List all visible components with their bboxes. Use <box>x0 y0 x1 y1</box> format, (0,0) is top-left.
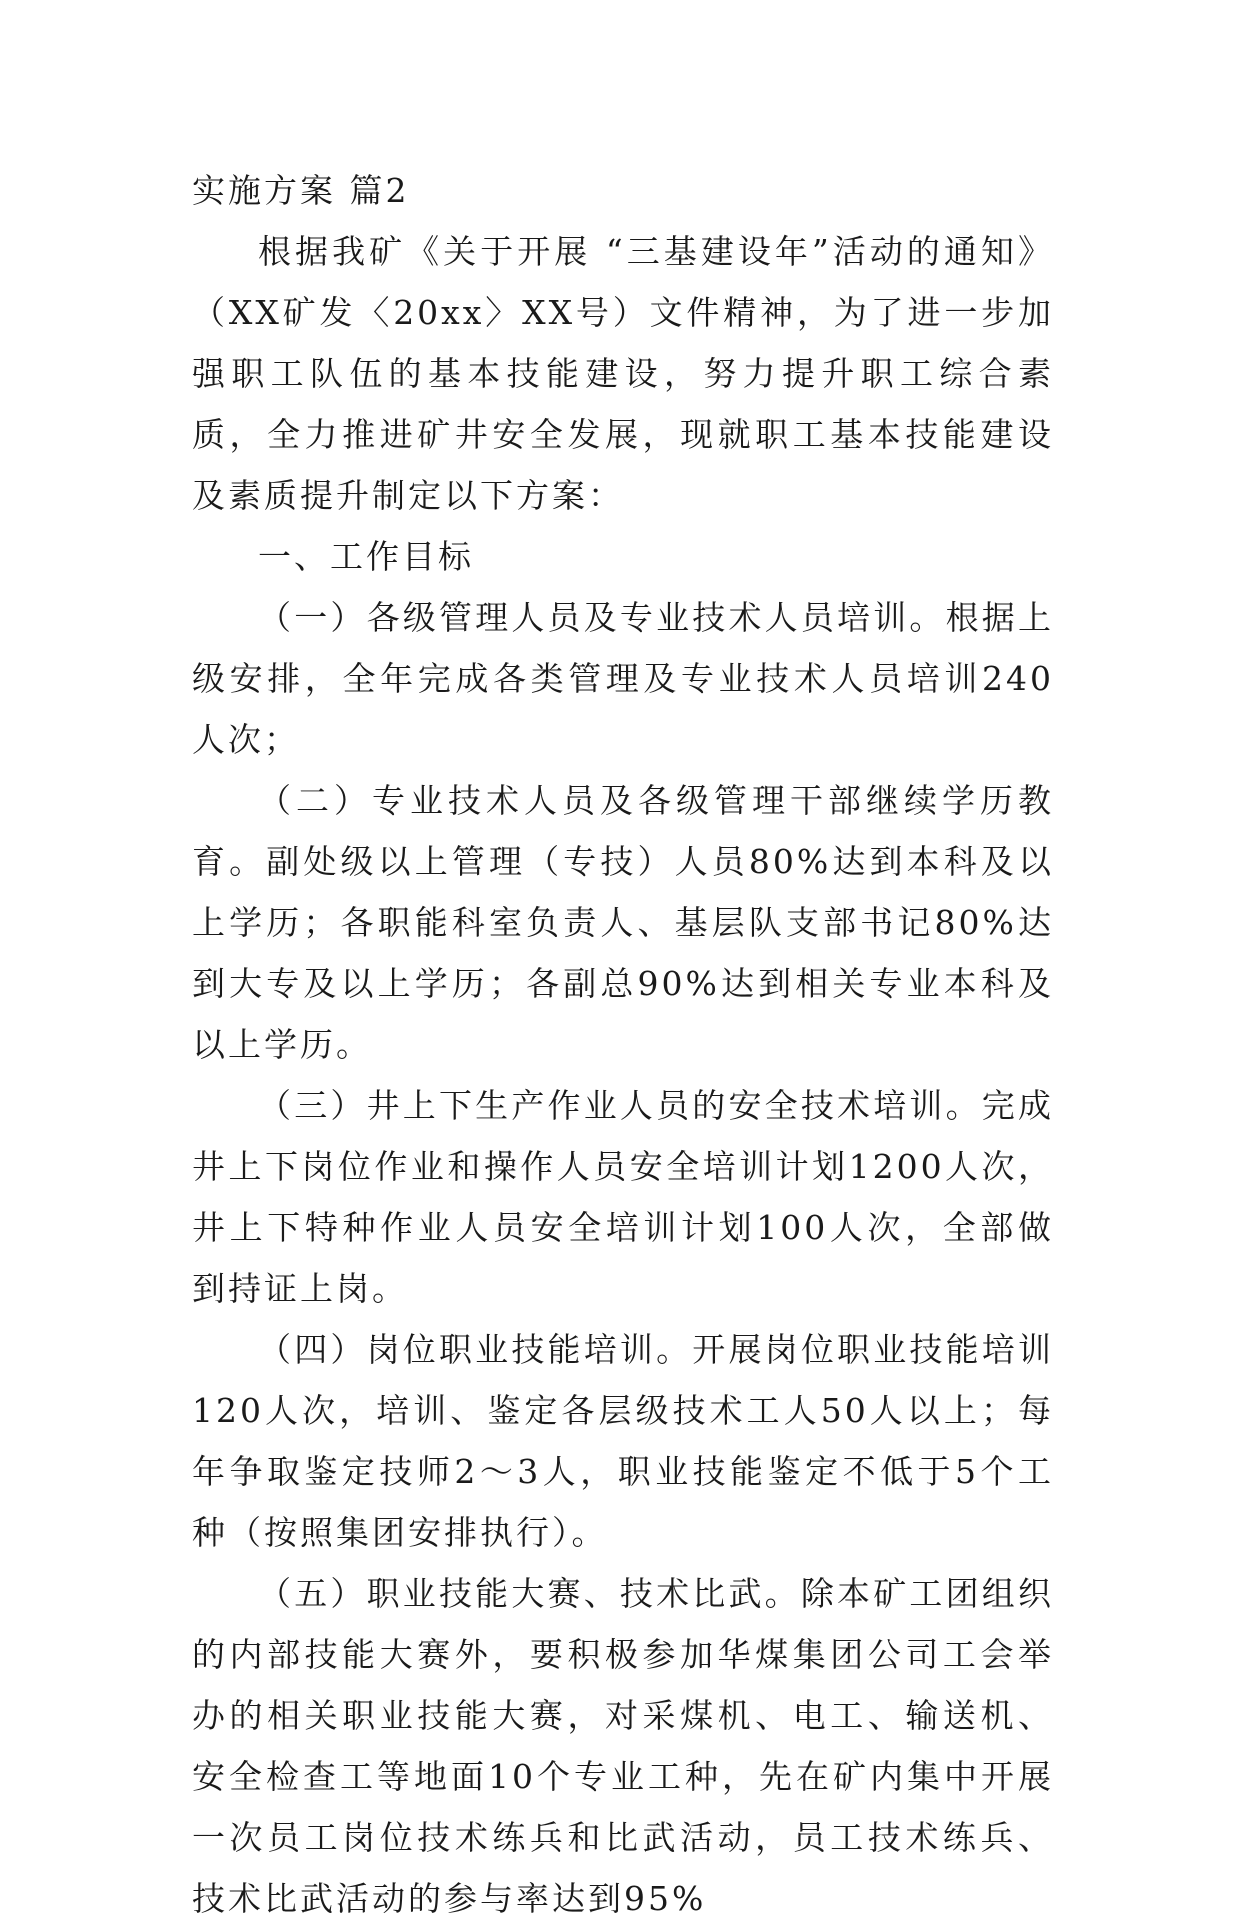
document-body <box>192 160 1054 1929</box>
goal-item-4: （四）岗位职业技能培训。开展岗位职业技能培训120人次，培训、鉴定各层级技术工人50人以上；每年争取鉴定技师2～3人，职业技能鉴定不低于5个工种（按照集团安排执行）。 <box>192 1330 1054 1552</box>
document-title: 实施方案 篇2 <box>192 171 410 210</box>
intro-paragraph: 根据我矿《关于开展 “三基建设年”活动的通知》（XX矿发〈20xx〉XX号）文件精神，为了进一步加强职工队伍的基本技能建设，努力提升职工综合素质，全力推进矿井安全发展，现就职工基本技能建设及素质提升制定以下方案： <box>192 232 1054 515</box>
goal-item-5: （五）职业技能大赛、技术比武。除本矿工团组织的内部技能大赛外，要积极参加华煤集团公司工会举办的相关职业技能大赛，对采煤机、电工、输送机、安全检查工等地面10个专业工种，先在矿内集中开展一次员工岗位技术练兵和比武活动，员工技术练兵、技术比武活动的参与率达到95% <box>192 1574 1054 1918</box>
goal-item-1: （一）各级管理人员及专业技术人员培训。根据上级安排，全年完成各类管理及专业技术人员培训240人次； <box>192 598 1054 759</box>
goal-item-3: （三）井上下生产作业人员的安全技术培训。完成井上下岗位作业和操作人员安全培训计划1200人次，井上下特种作业人员安全培训计划100人次，全部做到持证上岗。 <box>192 1086 1054 1308</box>
section-heading-goals: 一、工作目标 <box>258 537 474 576</box>
goal-item-2: （二）专业技术人员及各级管理干部继续学历教育。副处级以上管理（专技）人员80%达到本科及以上学历；各职能科室负责人、基层队支部书记80%达到大专及以上学历；各副总90%达到相关专业本科及以上学历。 <box>192 781 1054 1064</box>
